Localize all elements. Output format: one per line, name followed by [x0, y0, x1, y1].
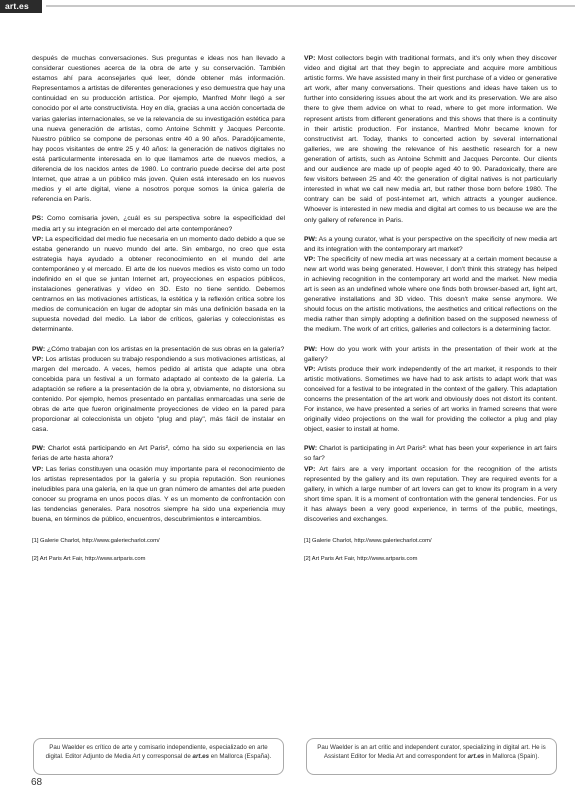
footnote: [1] Galerie Charlot, http://www.galeriecharlot.com/: [304, 538, 432, 545]
speaker-label: VP:: [304, 255, 316, 263]
answer-text: Artists produce their work independently of the art market, it responds to their artistic motivations. Sometimes we have had to ask artists to adapt work that was conceived for a festival to be integrated in the context of the gallery. This adaptation concerns the presentation of the art work and obviously does not distort its content. For instance, we have presented a series of art works in framed screens that were originally video projections on the wall for providing the collector a plug and play object, easier to install at home.: [304, 365, 558, 434]
footnote: [2] Art Paris Art Fair, http://www.artparis.com: [304, 556, 418, 563]
footnote: [1] Galerie Charlot, http://www.galeriecharlot.com/: [32, 538, 160, 545]
answer-text: Art fairs are a very important occasion for the recognition of the artists represented by the gallery and its own reputation. They are required events for a gallery, in which a large number of art lovers can get to know its program in a very short time span. It is a moment of confrontation with the general tendencies. For us it has always been a very good experience, in terms of the public, meetings, discoveries and exchanges.: [304, 465, 557, 524]
footnotes: [304, 537, 557, 564]
answer-text: La especificidad del medio fue necesaria en un momento dado debido a que se estaba generando un nuevo mundo del arte. Sin embargo, no creo que esta estrategia haya ayudado a obtener reconocimiento en el mundo del arte contemporáneo y el mercado. El arte de los nuevos medios es visto como un todo indefinido en el que se juntan Internet art, proyecciones en espacios públicos, instalaciones generativas y vídeo en 3D. Esto no tiene sentido. Debemos centrarnos en las motivaciones artísticas, la estética y la reflexión crítica sobre los medios de comunicación en lugar de adoptar sin más una definición basada en la supuesta novedad del medio. La labor de críticos, galerías y coleccionistas es determinante.: [32, 235, 285, 334]
speaker-label: VP:: [32, 465, 44, 473]
question-text: ¿Cómo trabajan con los artistas en la presentación de sus obras en la galería?: [46, 345, 285, 353]
footnotes: [32, 537, 285, 564]
speaker-label: PW:: [304, 345, 318, 353]
question: [304, 235, 557, 336]
speaker-label: PW:: [304, 235, 318, 243]
speaker-label: VP:: [32, 355, 44, 363]
author-bio-spanish: [33, 738, 284, 775]
question: [32, 214, 285, 335]
paragraph: [32, 54, 285, 205]
paragraph-text: después de muchas conversaciones. Sus preguntas e ideas nos han llevado a considerar cuestiones acerca de la obra de arte y su conservación. También estamos ahí para aconsejarles qué leer, dónde obtener más información. Representamos a artistas de diferentes generaciones y eso demuestra que hay una continuidad en su producción artística. Por ejemplo, Manfred Mohr llegó a ser conocido por el arte constructivista. Hoy en día, gracias a una acción concertada de varias galerías internacionales, se ve la relevancia de su investigación estética para una nueva generación de artistas, como Antoine Schmitt y Jacques Perconte. Nuestro público se compone de personas entre 40 a 90 años. Paradójicamente, hay pocos visitantes de entre 25 y 40 años: la generación de nativos digitales no está particularmente interesada en lo que llamamos arte de nuevos medios, a diferencia de los nacidos antes de 1980. Lo contrario puede decirse del arte post Internet, que atrae a un público más joven. Quien está interesado en los nuevos medios y el arte digital, viene a nosotros porque somos la única galería de referencia en París.: [32, 55, 285, 204]
question: [32, 444, 285, 525]
left-column-spanish: [32, 54, 285, 573]
question: [304, 444, 557, 525]
answer: [304, 54, 557, 226]
right-column-english: [304, 54, 557, 573]
speaker-label: PW:: [32, 345, 46, 353]
bio-text: in Mallorca (Spain).: [484, 753, 540, 760]
answer-text: Most collectors begin with traditional formats, and it's only when they discover video and digital art that they begin to appreciate and acquire more ambitious artistic forms. We have assisted many in their first purchase of a video or generative art work, after many conversations. Their questions and ideas have taken us to further into considering issues about the art work and its preservation. We are also there to give them advice on what to read, where to get more information. We represent artists from different generations and this shows that there is a continuity in their artistic production. For instance, Manfred Mohr became known for constructivist art. Today, thanks to concerted action by several international galleries, we are showing the relevance of his aesthetic research for a new generation of artists, such as Antoine Schmitt and Jacques Perconte. Our clients and our audience are made up of people aged 40 to 90. Paradoxically, there are few visitors between 25 and 40: the generation of digital natives is not particularly interested in what we call new media art, but rather those born before 1980. The contrary can be said of post-internet art, which attracts a younger audience. Whoever is interested in new media and digital art comes to us because we are the only gallery of reference in Paris.: [304, 55, 557, 224]
question-text: As a young curator, what is your perspective on the specificity of new media art and its integration with the contemporary art market?: [304, 235, 558, 253]
answer-text: Los artistas producen su trabajo respondiendo a sus motivaciones artísticas, al margen del mercado. A veces, hemos pedido al artista que adapte una obra concebida para un festival a un formato adaptado al contexto de la galería. La adaptación se refiere a la presentación de la obra y, obviamente, no distorsiona su contenido. Por ejemplo, hemos presentado en pantallas enmarcadas una serie de obras de arte que fueron originalmente proyecciones de vídeo en la pared para proporcionar al coleccionista un objeto "plug and play", más fácil de instalar en casa.: [32, 355, 285, 434]
speaker-label: VP:: [304, 55, 316, 62]
speaker-label: VP:: [32, 235, 44, 243]
bio-text: en Mallorca (España).: [209, 753, 272, 760]
answer-text: Las ferias constituyen una ocasión muy importante para el reconocimiento de los artistas representados por la galería y su propia reputación. Son reuniones ineludibles para una galería, en la que un gran número de amantes del arte pueden conocer su programa en unos pocos días. Y es un momento de confrontación con las tendencias generales. Para nosotros siempre ha sido una experiencia muy buena, en términos de público, encuentros, descubrimientos e intercambios.: [32, 465, 285, 524]
header-rule: [46, 5, 575, 7]
magazine-logo: [0, 0, 42, 13]
bio-text: Pau Waelder es crítico de arte y comisario independiente, especializado en arte digital. Editor Adjunto de Media Art y corresponsal de: [45, 744, 268, 760]
speaker-label: VP:: [304, 465, 316, 473]
question-text: Charlot está participando en Art Paris², cómo ha sido su experiencia en las ferias de arte hasta ahora?: [32, 445, 285, 463]
speaker-label: PW:: [304, 445, 318, 453]
answer-text: The specificity of new media art was necessary at a certain moment because a new art world was being generated. However, I don't think this strategy has helped in achieving recognition in the contemporary art world and the market. New media art is seen as an undefined whole where one finds both browser-based art, light art, generative installations and 3D video. This doesn't make sense anymore. We should focus on the artistic motivations, the aesthetics and critical reflections on the media rather than simply adopting a definition based on the supposed newness of the medium. The work of art critics, galleries and collectors is a determining factor.: [304, 255, 558, 334]
author-bio-english: [306, 738, 557, 775]
bio-brand: art.es: [192, 753, 210, 760]
question-text: How do you work with your artists in the presentation of their work at the gallery?: [304, 345, 557, 363]
logo-text: art.es: [5, 1, 29, 11]
question: [32, 345, 285, 436]
bio-brand: art.es: [467, 753, 485, 760]
question-text: Charlot is participating in Art Paris²: what has been your experience in art fairs so far?: [304, 445, 558, 463]
speaker-label: PW:: [32, 445, 46, 453]
question-text: Como comisaria joven, ¿cuál es su perspectiva sobre la especificidad del media art y su integración en el mercado del arte contemporáneo?: [32, 215, 285, 233]
speaker-label: VP:: [304, 365, 316, 373]
speaker-label: PS:: [32, 215, 44, 223]
page-number: 68: [31, 777, 43, 788]
bio-text: Pau Waelder is an art critic and independent curator, specializing in digital art. He is Assistant Editor for Media Art and correspondent for: [317, 744, 546, 760]
footnote: [2] Art Paris Art Fair, http://www.artparis.com: [32, 556, 146, 563]
question: [304, 345, 557, 436]
